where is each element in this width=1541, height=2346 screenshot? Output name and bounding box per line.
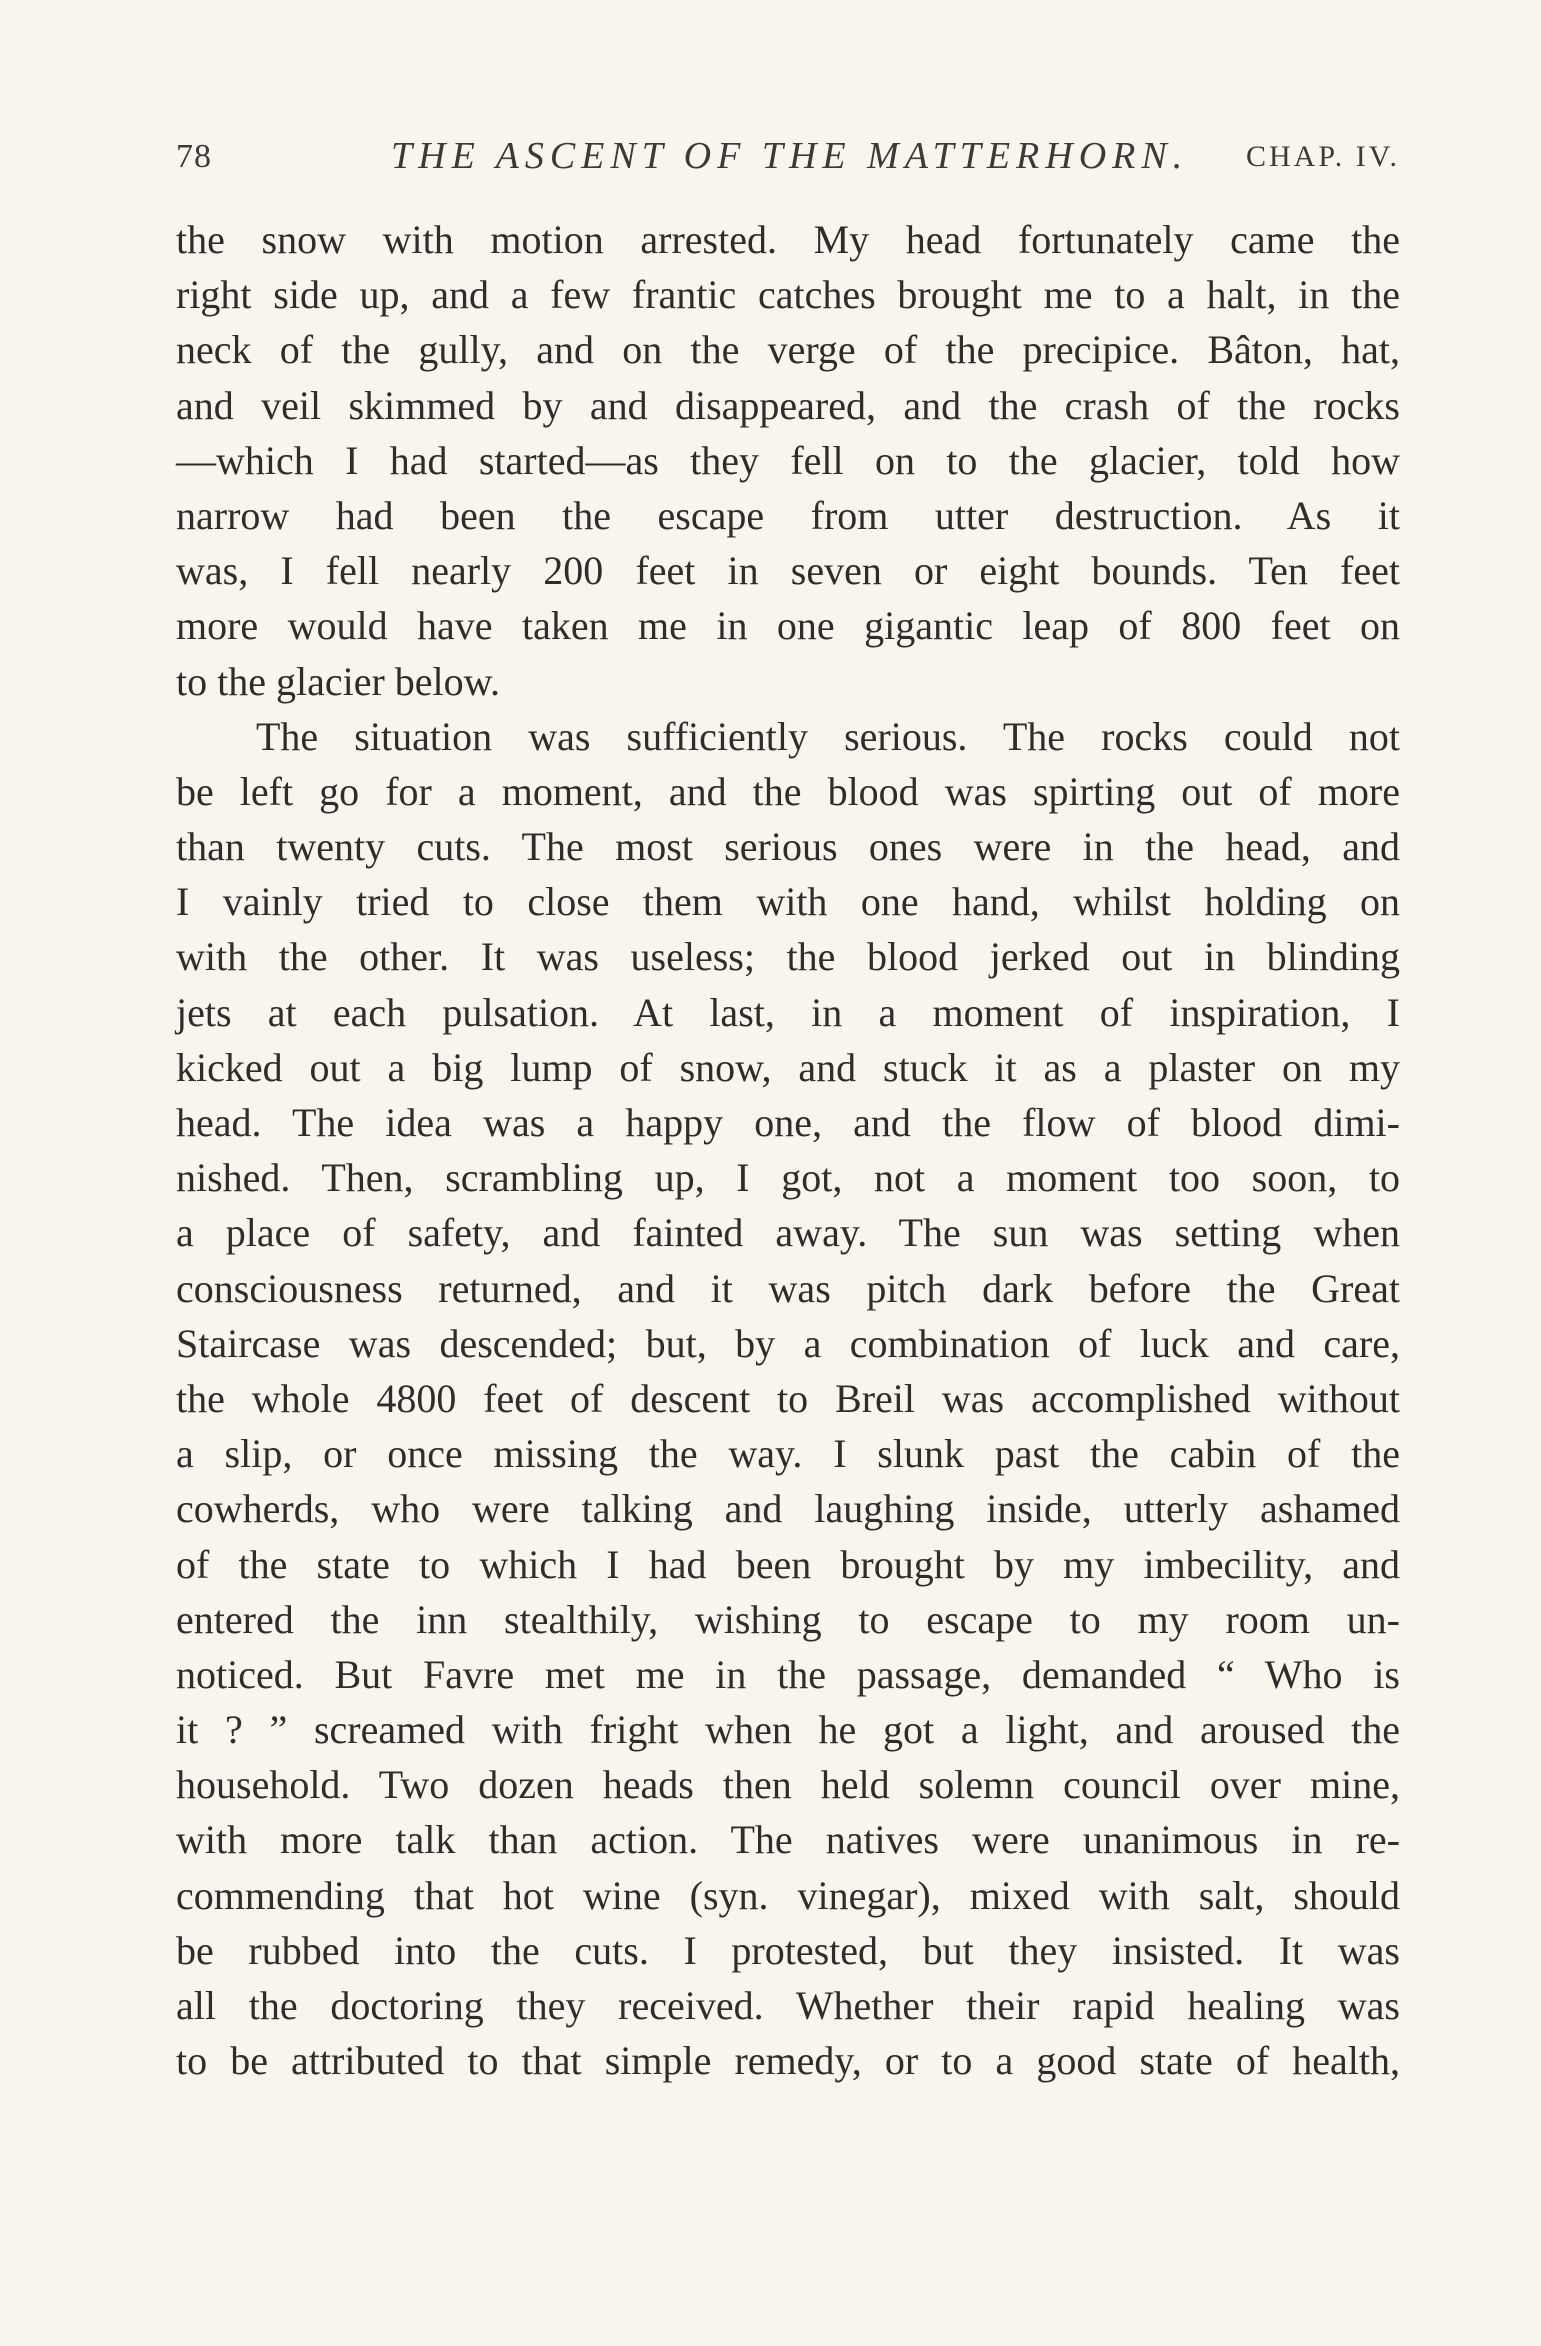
text-line: The situation was sufficiently serious. The rocks could not	[256, 713, 1400, 759]
text-line: it ? ” screamed with fright when he got a light, and aroused the	[176, 1707, 1400, 1753]
text-line: neck of the gully, and on the verge of the precipice. Bâton, hat,	[176, 327, 1400, 373]
text-line: all the doctoring they received. Whether their rapid healing was	[176, 1983, 1400, 2028]
text-line: entered the inn stealthily, wishing to escape to my room un-	[176, 1596, 1400, 1642]
text-line: with more talk than action. The natives were unanimous in re-	[176, 1817, 1400, 1863]
text-line: to be attributed to that simple remedy, or to a good state of health,	[176, 2038, 1400, 2084]
text-line: commending that hot wine (syn. vinegar), mixed with salt, should	[176, 1872, 1400, 1918]
text-line: head. The idea was a happy one, and the flow of blood dimi-	[176, 1100, 1400, 1145]
text-line: to the glacier below.	[176, 658, 500, 704]
running-head	[176, 128, 1400, 184]
text-line: Staircase was descended; but, by a combination of luck and care,	[176, 1320, 1400, 1366]
text-line: be rubbed into the cuts. I protested, but they insisted. It was	[176, 1927, 1400, 1973]
chapter-label: CHAP. IV.	[1246, 140, 1400, 173]
text-line: noticed. But Favre met me in the passage, demanded “ Who is	[176, 1651, 1400, 1697]
text-line: right side up, and a few frantic catches brought me to a halt, in the	[176, 272, 1400, 318]
text-line: of the state to which I had been brought by my imbecility, and	[176, 1541, 1400, 1587]
text-line: household. Two dozen heads then held solemn council over mine,	[176, 1762, 1400, 1808]
text-line: the whole 4800 feet of descent to Breil was accomplished without	[176, 1375, 1400, 1421]
text-line: was, I fell nearly 200 feet in seven or eight bounds. Ten feet	[176, 548, 1400, 594]
paragraph	[176, 212, 1400, 709]
text-line: kicked out a big lump of snow, and stuck it as a plaster on my	[176, 1044, 1400, 1090]
paragraph	[176, 709, 1400, 2089]
text-line: a slip, or once missing the way. I slunk past the cabin of the	[176, 1431, 1400, 1477]
text-line: cowherds, who were talking and laughing inside, utterly ashamed	[176, 1486, 1400, 1532]
text-line: than twenty cuts. The most serious ones were in the head, and	[176, 824, 1400, 870]
text-line: and veil skimmed by and disappeared, and the crash of the rocks	[176, 382, 1400, 428]
text-line: —which I had started—as they fell on to the glacier, told how	[176, 437, 1400, 483]
text-line: a place of safety, and fainted away. The sun was setting when	[176, 1210, 1400, 1256]
body-text	[176, 212, 1400, 2088]
text-line: nished. Then, scrambling up, I got, not a moment too soon, to	[176, 1155, 1400, 1201]
running-title: THE ASCENT OF THE MATTERHORN.	[391, 135, 1189, 177]
text-line: more would have taken me in one gigantic leap of 800 feet on	[176, 603, 1400, 649]
text-line: with the other. It was useless; the blood jerked out in blinding	[176, 934, 1400, 980]
text-line: be left go for a moment, and the blood was spirting out of more	[176, 768, 1400, 814]
page-number: 78	[176, 138, 212, 175]
text-line: I vainly tried to close them with one hand, whilst holding on	[176, 879, 1400, 925]
text-line: jets at each pulsation. At last, in a moment of inspiration, I	[176, 989, 1400, 1035]
text-line: the snow with motion arrested. My head fortunately came the	[176, 217, 1400, 262]
text-line: narrow had been the escape from utter destruction. As it	[176, 492, 1400, 538]
text-line: consciousness returned, and it was pitch dark before the Great	[176, 1265, 1400, 1311]
